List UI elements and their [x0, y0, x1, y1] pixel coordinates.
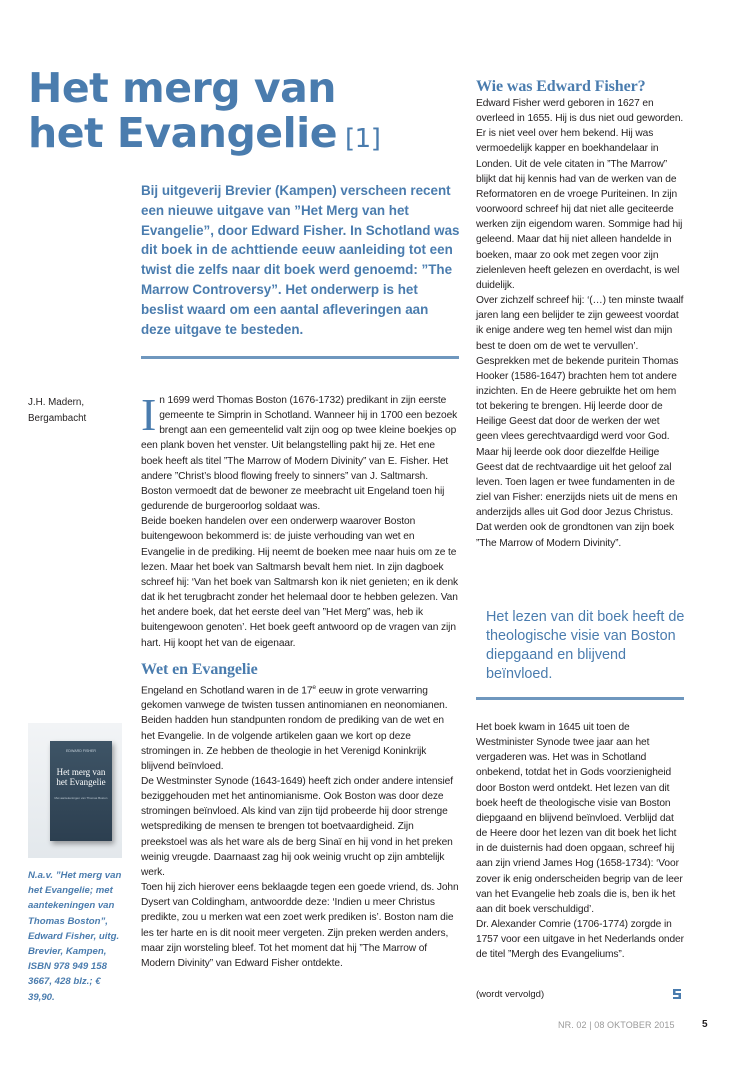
- subheading-wet-en-evangelie: Wet en Evangelie: [141, 660, 258, 678]
- pull-quote: Het lezen van dit boek heeft de theologische visie van Boston diepgaand en blijvend beïnvloed.: [486, 609, 685, 682]
- sidebar-column-lower: [476, 720, 684, 963]
- continued-note: (wordt vervolgd): [476, 989, 545, 1000]
- sidebar-paragraph-2: Over zichzelf schreef hij: ‘(…) ten minste twaalf jaren lang een belijder te zijn geweest voordat ik enige andere weg ten hemel wist dan mijn best te doen om de wet te vervullen’. Gesprekken met de bekende puritein Thomas Hooker (1586-1647) brachten hem tot andere inzichten. En de Heere gebruikte het om hem tot bekering te brengen. Hij leerde door de Heilige Geest dat door de werken der wet geen vlees gerechtvaardigd werd voor God. Maar hij leerde ook door diezelfde Heilige Geest dat de rechtvaardige uit het geloof zal leven. Toen lagen er twee fundamenten in de ziel van Fisher: enerzijds niets uit de mens en anderzijds alles uit God door Jezus Christus. Dat werden ook de grondtonen van zijn boek ”The Marrow of Modern Divinity”.: [476, 295, 684, 549]
- paragraph-5: Toen hij zich hierover eens beklaagde tegen een goede vriend, ds. John Dysert van Coldingham, antwoordde deze: ‘Indien u meer Christus predikte, zou u merken wat een zoet werk prediken is’. Boston nam die les ter harte en is dit nooit meer vergeten. Zijn preken werden anders, maar zijn worsteling bleef. Tot het moment dat hij ”The Marrow of Modern Divinity” van Edward Fisher ontdekte.: [141, 882, 459, 969]
- book-cover-subtitle: Met aantekeningen van Thomas Boston: [54, 796, 108, 800]
- sidebar-paragraph-4: Dr. Alexander Comrie (1706-1774) zorgde in 1757 voor een uitgave in het Nederlands onder de titel ”Mergh des Evangeliums”.: [476, 919, 684, 961]
- paragraph-2: Beide boeken handelen over een onderwerp waarover Boston buitengewoon bekommerd is: de juiste verhouding van wet en Evangelie in de prediking. Hij neemt de boeken mee naar huis om ze te lezen. Maar het boek van Saltmarsh bevalt hem niet. In zijn dagboek schreef hij: ‘Van het boek van Saltmarsh kon ik niet genieten; en ik denk dat ik het terugbracht zonder het helemaal door te hebben gelezen. Van het andere boek, dat het eerste deel van ”Het Merg” was, heb ik buitengewoon genoten’. Het boek geeft antwoord op de vragen van zijn hart. Hij koopt het van de eigenaar.: [141, 516, 459, 649]
- main-column: [141, 389, 459, 971]
- paragraph-1-text: n 1699 werd Thomas Boston (1676-1732) predikant in zijn eerste gemeente te Simprin in Schotland. Wanneer hij in 1700 een bezoek brengt aan een gemeentelid valt zijn oog op twee kleine boekjes op een plank boven het venster. Uit belangstelling pakt hij ze. Het ene boek heeft als titel ”The Marrow of Modern Divinity” van E. Fisher. Het andere ”Christ’s blood flowing freely to sinners” van J. Saltmarsh. Boston vermoedt dat de bewoner ze meebracht uit Engeland toen hij gedurende de burgeroorlog soldaat was.: [141, 395, 458, 513]
- title-line-2: het Evangelie: [28, 109, 338, 157]
- page-number: 5: [702, 1019, 708, 1030]
- paragraph-3: [141, 680, 459, 774]
- book-caption: N.a.v. ”Het merg van het Evangelie; met aantekeningen van Thomas Boston”, Edward Fisher, uitg. Brevier, Kampen, ISBN 978 949 158 3667, 428 blz.; € 39,90.: [28, 870, 122, 1003]
- drop-cap: I: [141, 389, 157, 440]
- sidebar-paragraph-1: Edward Fisher werd geboren in 1627 en overleed in 1655. Hij is dus niet oud geworden. Er is niet veel over hem bekend. Hij was vermoedelijk kapper en boekhandelaar in Londen. Uit de vele citaten in ”The Marrow” blijkt dat hij kennis had van de werken van de Reformatoren en de vroege Puriteinen. In zijn voorwoord schreef hij dat niet alle geciteerde werken zijn eigendom waren. Sommige had hij geleend. Maar dat hij niet alleen handelde in boeken, maar zo ook met zegen voor zijn zielenleven heeft gelezen en overdacht, is wel duidelijk.: [476, 98, 684, 291]
- article-intro: Bij uitgeverij Brevier (Kampen) verscheen recent een nieuwe uitgave van ”Het Merg van het Evangelie”, door Edward Fisher. In Schotland was dit boek in de achttiende eeuw aanleiding tot een twist die zelfs naar dit boek werd genoemd: ”The Marrow Controversy”. Het onderwerp is het beslist waard om een aantal afleveringen aan deze uitgave te besteden.: [141, 183, 460, 337]
- book-cover-title: Het merg van het Evangelie: [56, 767, 106, 787]
- paragraph-4: De Westminster Synode (1643-1649) heeft zich onder andere intensief beziggehouden met het antinomianisme. Ook Boston was door deze stromingen beïnvloed. Als kind van zijn tijd probeerde hij door strenge wetsprediking de mensen te brengen tot boetvaardigheid. Zijn preekstoel was als het ware als de berg Sinaï en hij vond in het preken weinig vreugde. Daarnaast zag hij ook weinig vrucht op zijn ambtelijk werk.: [141, 775, 453, 878]
- book-cover: [50, 741, 112, 841]
- superscript: e: [312, 683, 316, 691]
- author-byline: J.H. Madern, Bergambacht: [28, 397, 87, 424]
- paragraph-1: [141, 389, 459, 514]
- title-part-number: [1]: [345, 124, 381, 154]
- subheading-edward-fisher: Wie was Edward Fisher?: [476, 78, 646, 95]
- book-cover-image: [28, 723, 122, 858]
- issue-footer: NR. 02 | 08 OKTOBER 2015: [558, 1020, 675, 1030]
- book-cover-author: EDWARD FISHER: [65, 749, 96, 753]
- sidebar-column: [476, 78, 684, 551]
- pull-quote-divider: [476, 697, 684, 700]
- end-mark-icon: [672, 988, 682, 1000]
- sidebar-paragraph-3: Het boek kwam in 1645 uit toen de Westminister Synode twee jaar aan het vergaderen was. Het was in Schotland onbekend, totdat het in Gods voorzienigheid door Boston werd ontdekt. Het lezen van dit boek heeft de theologische visie van Boston diepgaand en blijvend beïnvloed. Verblijd dat de Heere door het lezen van dit boek het licht in de duisternis had doen opgaan, schreef hij aan zijn vriend James Hog (1658-1734): ‘Voor zover ik enig onderscheiden begrip van de leer van het Evangelie heb zoals die is, ben ik het aan dit boek verschuldigd’.: [476, 722, 683, 915]
- paragraph-3-text-b: eeuw in grote verwarring gekomen vanwege de twisten tussen antinomianen en neonomianen. Beiden hadden hun standpunten rondom de prediking van de wet en het Evangelie. In de volgende artikelen gaan we kort op deze stromingen in. Ze hebben de theologie in het Verenigd Koninkrijk blijvend beïnvloed.: [141, 685, 448, 772]
- intro-divider: [141, 356, 459, 359]
- paragraph-3-text-a: Engeland en Schotland waren in de 17: [141, 685, 313, 697]
- title-line-1: Het merg van: [28, 64, 336, 112]
- article-title: [28, 66, 458, 162]
